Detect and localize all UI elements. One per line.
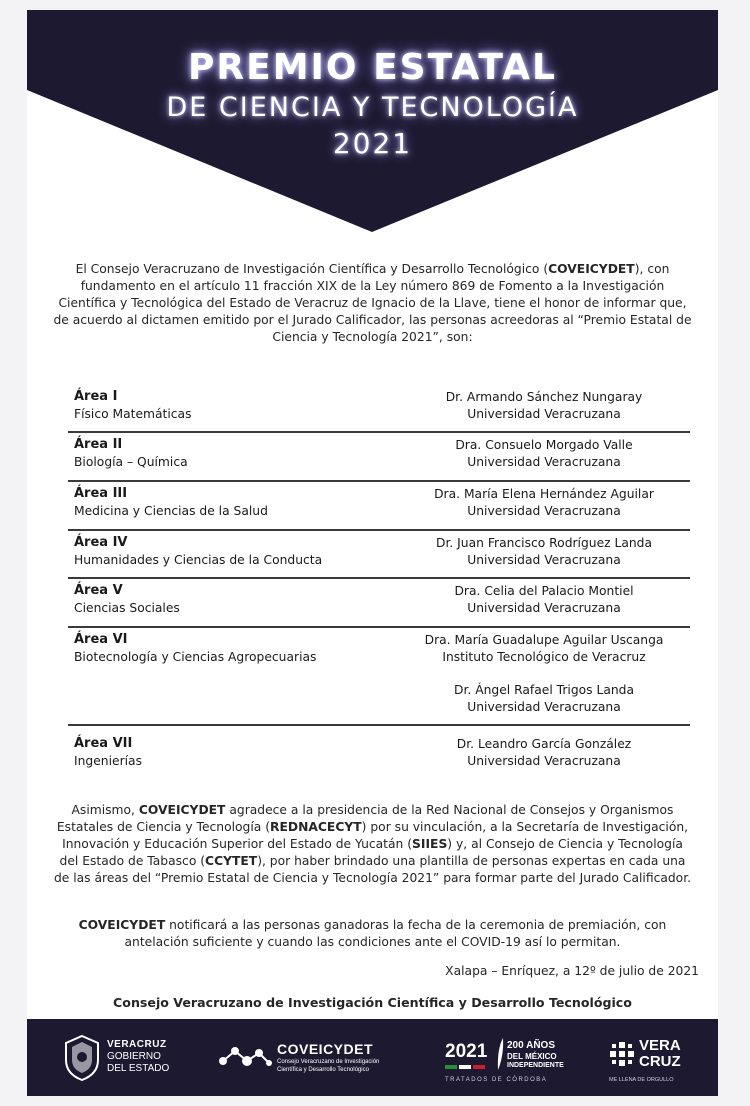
coveicydet-logo (217, 1019, 407, 1096)
winner-name: Dra. María Guadalupe Aguilar Uscanga (424, 633, 664, 647)
award-area: Área I (74, 389, 118, 404)
gov-line-3: DEL ESTADO (107, 1063, 170, 1074)
gov-line-2: GOBIERNO (107, 1051, 161, 1062)
intro-text-2: ), con fundamento en el artículo 11 fracción XIX de la Ley número 869 de Fomento a la Investigación Científica y Tecnológica del Estado de Veracruz de Ignacio de la Llave, tiene el honor de informar que, de acuerdo al dictamen emitido por el Jurado Calificador, las personas acreedoras al “Premio Estatal de Ciencia y Tecnología 2021”, son: (53, 262, 692, 344)
winner-institution: Universidad Veracruzana (467, 600, 621, 615)
winner-institution: Universidad Veracruzana (467, 699, 621, 714)
winner (404, 682, 684, 715)
winner-institution: Universidad Veracruzana (467, 454, 621, 469)
winner-name: Dr. Juan Francisco Rodríguez Landa (435, 536, 653, 550)
award-field: Medicina y Ciencias de la Salud (74, 503, 268, 518)
winner (404, 632, 684, 665)
winner (404, 389, 684, 422)
para1-bold: COVEICYDET (138, 803, 226, 817)
para1-text: Asimismo, (71, 803, 139, 817)
veracruz-brand-logo (609, 1019, 689, 1096)
veracruz-sub: ME LLENA DE ORGULLO (609, 1077, 674, 1083)
molecule-icon (217, 1043, 273, 1073)
award-row (68, 433, 690, 482)
winner-institution: Universidad Veracruzana (467, 552, 621, 567)
date-line: Xalapa – Enríquez, a 12º de julio de 2021 (445, 964, 699, 978)
award-row (68, 579, 690, 628)
winner-institution: Universidad Veracruzana (467, 503, 621, 518)
bicentenario-line-3: INDEPENDIENTE (507, 1062, 564, 1069)
flag-green-stripe (445, 1065, 457, 1069)
gov-line-1: VERACRUZ (107, 1039, 167, 1050)
winner-institution: Universidad Veracruzana (467, 406, 621, 421)
para1-bold: CCYTET (205, 854, 258, 868)
signature: Consejo Veracruzano de Investigación Científica y Desarrollo Tecnológico (113, 995, 632, 1010)
coat-of-arms-icon (63, 1034, 101, 1082)
notification-paragraph (51, 917, 694, 951)
intro-paragraph (51, 261, 694, 346)
award-row (68, 628, 690, 726)
bicentenario-logo (445, 1019, 575, 1096)
bicentenario-sub: TRATADOS DE CÓRDOBA (445, 1077, 548, 1083)
award-row (68, 385, 690, 433)
winner (404, 736, 684, 769)
title-line-3: 2021 (332, 127, 413, 160)
para2-bold: COVEICYDET (78, 918, 166, 932)
award-field: Físico Matemáticas (74, 406, 192, 421)
award-row (68, 531, 690, 579)
award-field: Biología – Química (74, 454, 188, 469)
bicentenario-year: 2021 (445, 1041, 488, 1062)
footer-logos-bar (27, 1019, 718, 1096)
header-title (27, 46, 718, 162)
coveicydet-sub-2: Científica y Desarrollo Tecnológico (277, 1067, 369, 1073)
award-area: Área VI (74, 632, 128, 647)
award-field: Ingenierías (74, 753, 142, 768)
winner-name: Dr. Ángel Rafael Trigos Landa (453, 683, 635, 697)
header-banner (27, 10, 718, 242)
award-area: Área IV (74, 535, 128, 550)
winner-name: Dra. María Elena Hernández Aguilar (434, 487, 654, 501)
winner-name: Dr. Armando Sánchez Nungaray (445, 390, 643, 404)
winner (404, 437, 684, 470)
title-line-2: DE CIENCIA Y TECNOLOGÍA (166, 92, 579, 123)
intro-bold-1: COVEICYDET (548, 262, 635, 276)
award-field: Humanidades y Ciencias de la Conducta (74, 552, 323, 567)
bicentenario-line-2: DEL MÉXICO (507, 1052, 557, 1061)
title-line-1: PREMIO ESTATAL (188, 47, 557, 88)
award-area: Área II (74, 437, 123, 452)
para1-text: agradece a la presidencia de la Red Nacional de Consejos y Organismos Estatales de Ciencia y Tecnología ( (56, 803, 674, 834)
bicentenario-line-1: 200 AÑOS (507, 1040, 555, 1051)
winner-institution: Universidad Veracruzana (467, 753, 621, 768)
award-row (68, 482, 690, 531)
para1-text: ), por haber brindado una plantilla de personas expertas en cada una de las áreas del “Premio Estatal de Ciencia y Tecnología 2021” para formar parte del Jurado Calificador. (53, 854, 692, 885)
award-field: Biotecnología y Ciencias Agropecuarias (74, 649, 317, 664)
winner (404, 535, 684, 568)
flag-red-stripe (473, 1065, 485, 1069)
flag-white-stripe (459, 1065, 471, 1069)
award-row (68, 726, 690, 776)
winner (404, 486, 684, 519)
veracruz-line-1: VERA (639, 1037, 681, 1054)
quill-icon (495, 1037, 505, 1071)
winner-name: Dra. Consuelo Morgado Valle (455, 438, 633, 452)
para1-text: ) por su vinculación, a la Secretaría de Investigación, Innovación y Educación Superior del Estado de Yucatán ( (62, 820, 689, 851)
winner (404, 583, 684, 616)
para1-bold: REDNACECYT (270, 820, 362, 834)
para2-text: notificará a las personas ganadoras la fecha de la ceremonia de premiación, con antelación suficiente y cuando las condiciones ante el COVID-19 así lo permitan. (124, 918, 667, 949)
award-field: Ciencias Sociales (74, 600, 180, 615)
awards-list (68, 385, 690, 776)
para1-bold: SIIES (412, 837, 448, 851)
intro-text-1: El Consejo Veracruzano de Investigación Científica y Desarrollo Tecnológico ( (75, 262, 549, 276)
award-area: Área III (74, 486, 128, 501)
cross-pattern-icon (609, 1041, 635, 1067)
coveicydet-name: COVEICYDET (277, 1041, 374, 1057)
winner-name: Dr. Leandro García González (456, 737, 632, 751)
winner-name: Dra. Celia del Palacio Montiel (454, 584, 634, 598)
award-area: Área V (74, 583, 123, 598)
award-area: Área VII (74, 736, 133, 751)
winner-institution: Instituto Tecnológico de Veracruz (442, 649, 646, 664)
para1-text: ) y, al Consejo de Ciencia y Tecnología del Estado de Tabasco ( (59, 837, 683, 868)
document-page (27, 10, 718, 1096)
acknowledgement-paragraph (51, 802, 694, 887)
veracruz-line-2: CRUZ (639, 1053, 681, 1070)
gobierno-veracruz-logo (63, 1019, 173, 1096)
coveicydet-sub-1: Consejo Veracruzano de Investigación (277, 1059, 380, 1065)
